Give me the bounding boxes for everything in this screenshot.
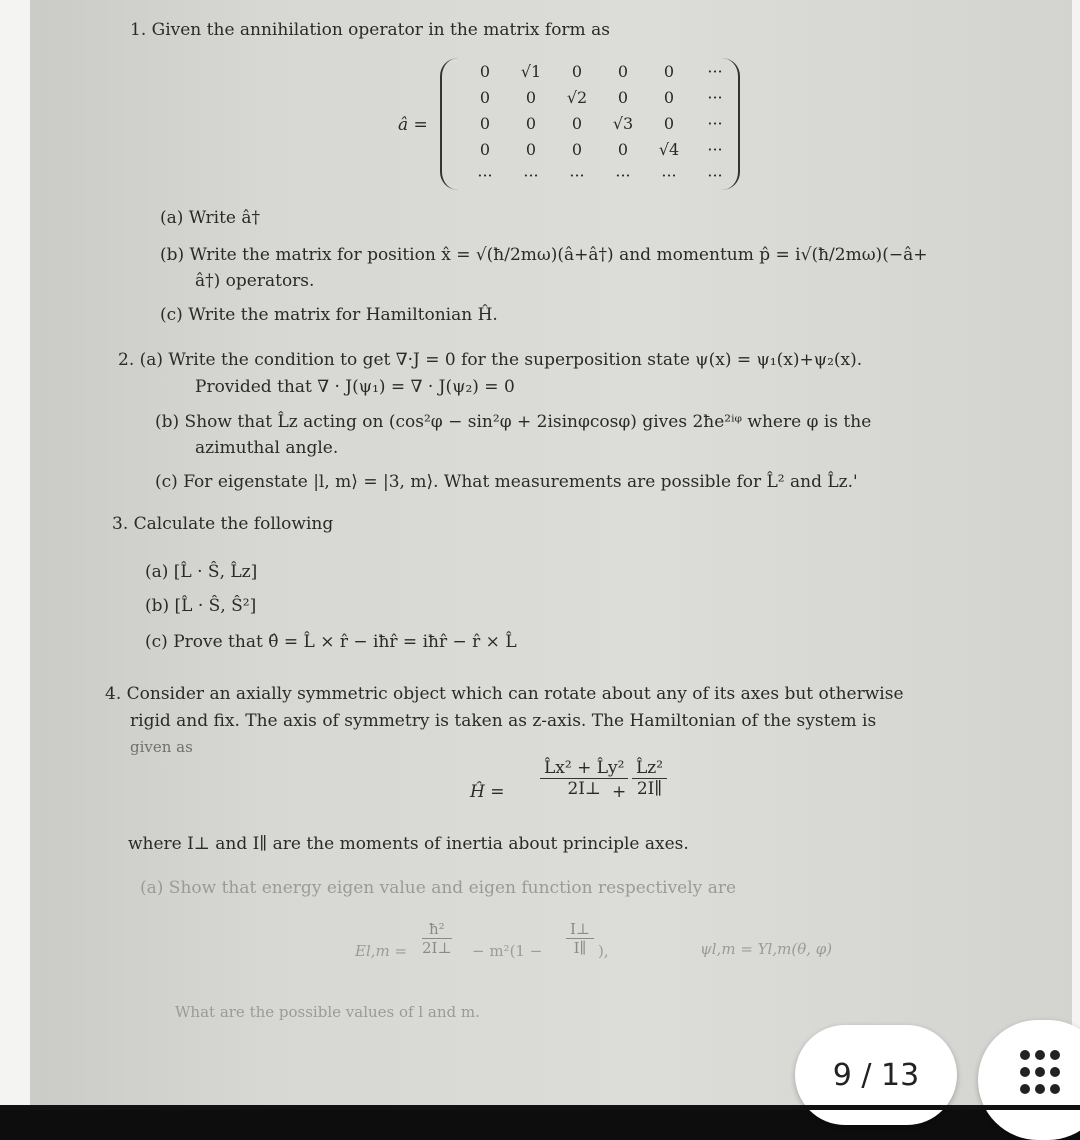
matrix-cell: 0 (617, 88, 629, 107)
matrix-left-paren (440, 58, 460, 190)
matrix-cell: ··· (615, 166, 631, 185)
grid-dots-icon (1020, 1050, 1060, 1094)
q3-part-c: (c) Prove that θ̂ = L̂ × r̂ − iħr̂ = iħr̂ − r̂ × L̂ (145, 632, 517, 652)
energy-den-2: I∥ (573, 939, 587, 957)
q1-intro: 1. Given the annihilation operator in the matrix form as (130, 20, 610, 40)
matrix-cell: ··· (707, 62, 723, 81)
matrix-cell: 0 (571, 114, 583, 133)
q1-part-b-line2: â†) operators. (195, 271, 315, 291)
matrix-cell: √3 (612, 114, 634, 133)
matrix-cell: 0 (663, 88, 675, 107)
matrix-cell: ··· (707, 114, 723, 133)
matrix-cell: √4 (658, 140, 680, 159)
eigenfunction: ψl,m = Yl,m(θ, φ) (700, 940, 833, 958)
matrix-cell: ··· (523, 166, 539, 185)
energy-end: ), (598, 942, 609, 960)
hamiltonian-lhs: Ĥ = (470, 782, 505, 802)
matrix-cell: 0 (571, 140, 583, 159)
matrix-grid (462, 62, 738, 192)
q2-part-b-line2: azimuthal angle. (195, 438, 339, 458)
bottom-edge (0, 1105, 1080, 1110)
energy-den-1: 2I⊥ (422, 939, 452, 957)
right-margin (1072, 0, 1080, 1105)
q3-part-b: (b) [L̂ · Ŝ, Ŝ²] (145, 596, 257, 616)
matrix-cell: 0 (479, 140, 491, 159)
q1-operator-label: â = (398, 115, 428, 135)
q4-where: where I⊥ and I∥ are the moments of inertia about principle axes. (128, 834, 689, 854)
matrix-cell: ··· (707, 140, 723, 159)
more-options-button[interactable] (978, 1020, 1080, 1140)
matrix-cell: √2 (566, 88, 588, 107)
matrix-cell: ··· (477, 166, 493, 185)
annihilation-matrix (440, 58, 740, 190)
q2-part-b-line1: (b) Show that L̂z acting on (cos²φ − sin²φ + 2isinφcosφ) gives 2ħe²ⁱᵠ where φ is the (155, 412, 872, 432)
matrix-cell: 0 (525, 114, 537, 133)
matrix-cell: 0 (525, 88, 537, 107)
q2-part-c: (c) For eigenstate |l, m⟩ = |3, m⟩. What measurements are possible for L̂² and L̂z.' (155, 472, 858, 492)
energy-num-2: I⊥ (570, 920, 591, 938)
matrix-cell: 0 (525, 140, 537, 159)
hamiltonian-plus: + (612, 782, 627, 802)
page-indicator-text: 9 / 13 (832, 1057, 920, 1093)
matrix-cell: √1 (520, 62, 542, 81)
matrix-cell: 0 (571, 62, 583, 81)
hamiltonian-den-2: 2I∥ (636, 779, 663, 799)
energy-lhs: El,m = (355, 942, 408, 960)
matrix-cell: 0 (479, 114, 491, 133)
energy-fraction-1 (422, 920, 452, 957)
matrix-cell: ··· (569, 166, 585, 185)
q4-question: What are the possible values of l and m. (175, 1003, 480, 1021)
matrix-cell: 0 (663, 62, 675, 81)
q4-part-a: (a) Show that energy eigen value and eigen function respectively are (140, 878, 737, 898)
matrix-cell: 0 (617, 140, 629, 159)
q1-part-a: (a) Write â† (160, 208, 261, 228)
matrix-cell: 0 (617, 62, 629, 81)
page-indicator[interactable] (795, 1025, 957, 1125)
hamiltonian-den-1: 2I⊥ (567, 779, 601, 799)
q4-line3: given as (130, 738, 193, 756)
matrix-cell: ··· (661, 166, 677, 185)
hamiltonian-fraction-2 (632, 758, 667, 799)
q3-title: 3. Calculate the following (112, 514, 334, 534)
matrix-cell: 0 (479, 62, 491, 81)
hamiltonian-num-2: L̂z² (636, 758, 664, 778)
q2-part-a-line2: Provided that ∇ · J(ψ₁) = ∇ · J(ψ₂) = 0 (195, 377, 515, 397)
matrix-cell: 0 (663, 114, 675, 133)
matrix-cell: ··· (707, 166, 723, 185)
q4-line1: 4. Consider an axially symmetric object which can rotate about any of its axes but otherwise (105, 684, 904, 704)
energy-mid: − m²(1 − (472, 942, 543, 960)
matrix-cell: 0 (479, 88, 491, 107)
q3-part-a: (a) [L̂ · Ŝ, L̂z] (145, 562, 258, 582)
q1-part-b-line1: (b) Write the matrix for position x̂ = √(ħ/2mω)(â+â†) and momentum p̂ = i√(ħ/2mω)(−â+ (160, 245, 928, 265)
energy-fraction-2 (566, 920, 594, 957)
hamiltonian-num-1: L̂x² + L̂y² (544, 758, 625, 778)
q4-line2: rigid and fix. The axis of symmetry is taken as z-axis. The Hamiltonian of the system is (130, 711, 877, 731)
left-margin (0, 0, 30, 1105)
matrix-cell: ··· (707, 88, 723, 107)
q2-part-a-line1: 2. (a) Write the condition to get ∇·J = 0 for the superposition state ψ(x) = ψ₁(x)+ψ₂(x). (118, 350, 863, 370)
q1-part-c: (c) Write the matrix for Hamiltonian Ĥ. (160, 305, 498, 325)
energy-num-1: ħ² (428, 920, 445, 938)
